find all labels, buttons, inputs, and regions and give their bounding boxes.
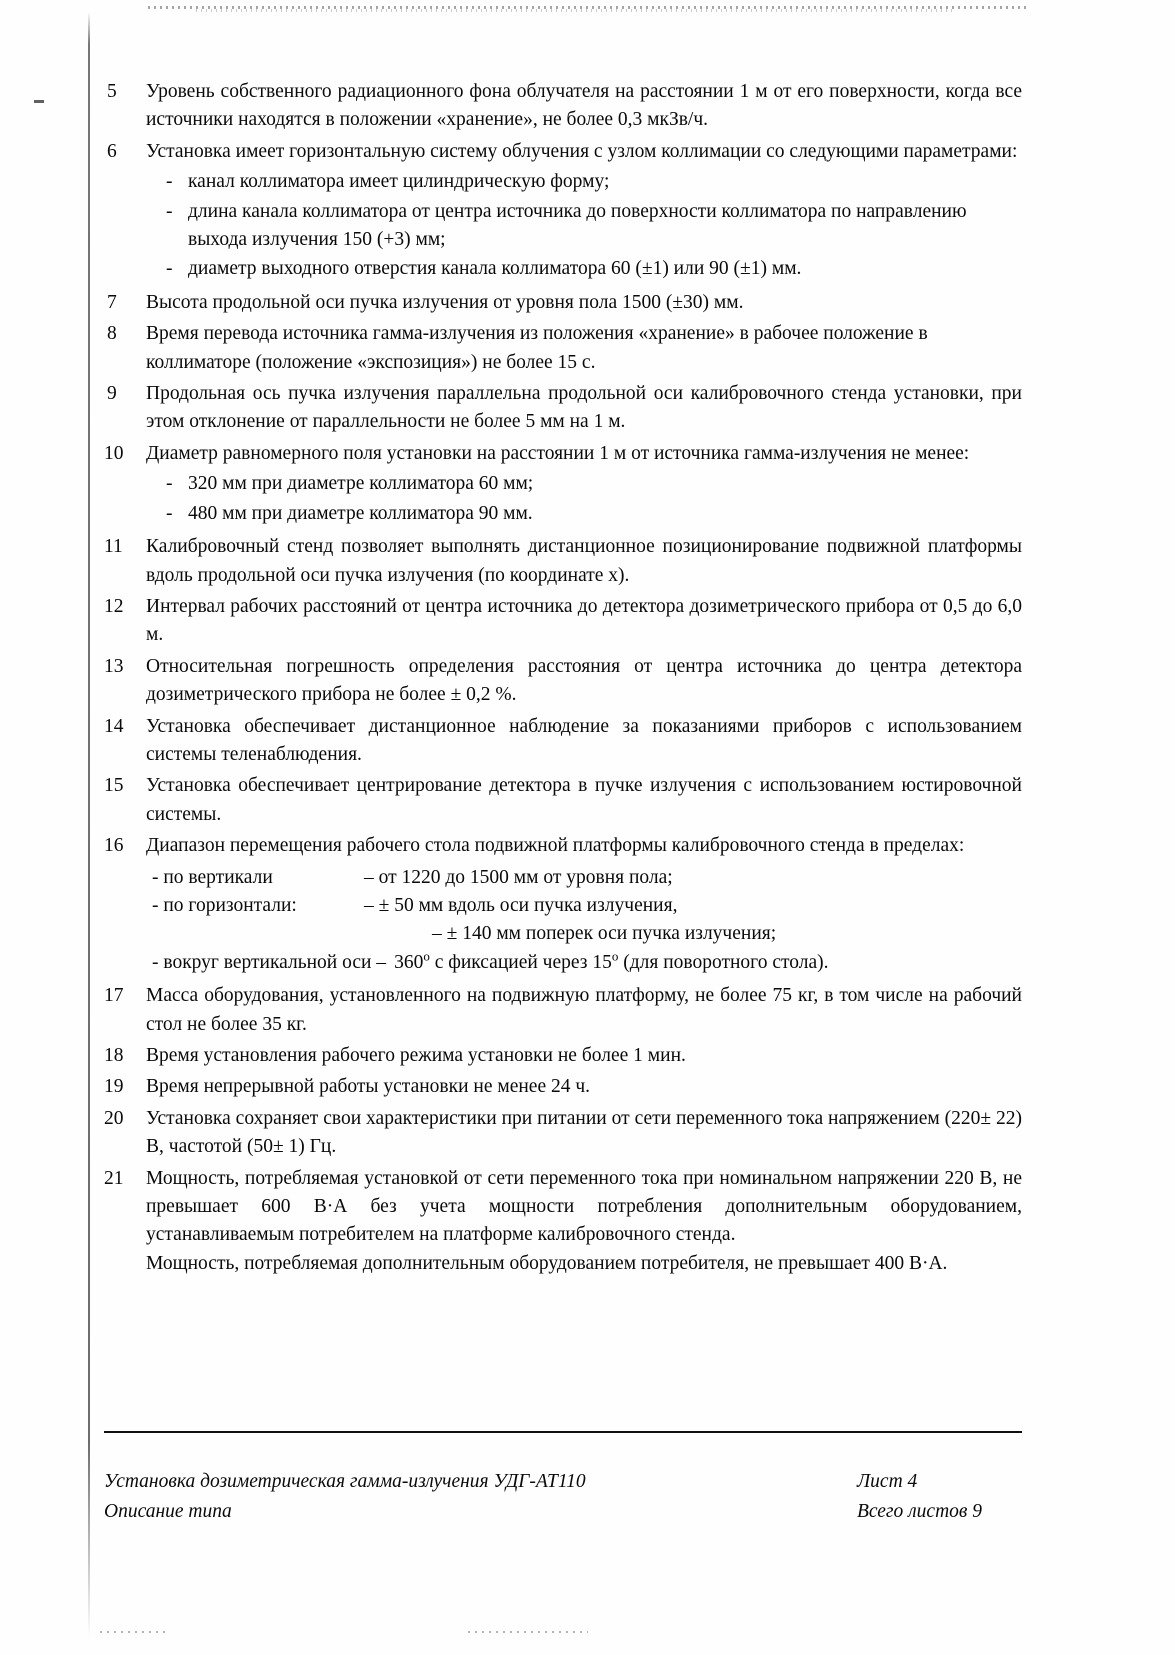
list-item [104,772,1022,829]
item-number: 13 [104,655,124,677]
item-text: Установка сохраняет свои характеристики при питании от сети переменного тока напряжением (220± 22) В, частотой (50± 1) Гц. [146,1107,1022,1158]
item-number: 5 [107,81,117,102]
sub-list [146,470,1022,528]
list-item [104,320,1022,377]
item-text: Масса оборудования, установленного на подвижную платформу, не более 75 кг, в том числе на рабочий стол не более 35 кг. [146,985,1022,1035]
footer-divider [104,1431,1022,1433]
table-cell-label: - вокруг вертикальной оси – [152,951,387,973]
table-row [152,949,1022,977]
list-item [104,1105,1022,1162]
sub-list-item [160,255,1022,283]
degree-symbol: о [611,948,619,964]
item-text: Время перевода источника гамма-излучения из положения «хранение» в рабочее положение в коллиматоре (положение «экспозиция») не более 15 с. [146,323,928,373]
sub-list-item [160,470,1022,498]
degree-symbol: о [423,948,430,964]
footer-total-sheets: Всего листов 9 [856,1501,982,1522]
item-number: 18 [104,1045,124,1066]
list-item [104,380,1022,437]
item-number: 19 [104,1076,124,1098]
rotation-step-text: с фиксацией через 15 [434,951,612,973]
table-row [152,920,1022,948]
item-text: Установка обеспечивает центрирование детектора в пучке излучения с использованием юстировочной системы. [146,775,1022,825]
table-row [152,892,1022,920]
footer-sheet-number: Лист 4 [856,1471,918,1492]
footer-title-line-1: Установка дозиметрическая гамма-излучения УДГ-АТ110 [104,1471,586,1492]
item-text: Время установления рабочего режима установки не более 1 мин. [146,1045,686,1066]
list-item [104,440,1022,530]
item-text: Диапазон перемещения рабочего стола подвижной платформы калибровочного стенда в пределах: [146,835,965,857]
item-text: Установка обеспечивает дистанционное наблюдение за показаниями приборов с использованием системы теленаблюдения. [146,715,1022,765]
item-number: 10 [104,442,124,464]
item-text: Мощность, потребляемая установкой от сети переменного тока при номинальном напряжении 220 В, не превышает 600 В·А без учета мощности потребления дополнительным оборудованием, устанавливаемым потребителем на платформе калибровочного стенда. [146,1167,1022,1246]
sub-list-item [160,500,1022,528]
list-item [104,1073,1022,1101]
item-number: 6 [107,140,117,162]
item-number: 9 [107,383,117,405]
footer-pagination [857,1467,1022,1527]
item-number: 11 [104,536,123,558]
sub-list-item-text: канал коллиматора имеет цилиндрическую форму; [188,171,610,193]
item-text: Уровень собственного радиационного фона облучателя на расстоянии 1 м от его поверхности, когда все источники находятся в положении «хранение», не более 0,3 мкЗв/ч. [146,81,1022,131]
scan-artifact-left-tick-mark [34,100,44,103]
item-number: 16 [104,835,124,857]
item-text: Время непрерывной работы установки не менее 24 ч. [146,1076,591,1098]
list-item [104,289,1022,317]
table-row [152,864,1022,892]
scan-artifact-bottom-dots-left [100,1631,168,1633]
item-text: Калибровочный стенд позволяет выполнять дистанционное позиционирование подвижной платформы вдоль продольной оси пучка излучения (по координате х). [146,536,1022,586]
list-item [104,1042,1022,1070]
table-cell-value [394,949,1022,977]
table-cell-label: - по горизонтали: [152,894,297,916]
bullet-dash-icon: - [166,258,173,280]
item-text: Диаметр равномерного поля установки на расстоянии 1 м от источника гамма-излучения не менее: [146,442,970,464]
list-item [104,713,1022,770]
item-number: 8 [107,323,117,345]
sub-list-item-text: диаметр выходного отверстия канала коллиматора 60 (±1) или 90 (±1) мм. [188,258,802,280]
item-extra-paragraph: Мощность, потребляемая дополнительным оборудованием потребителя, не превышает 400 В·А. [146,1252,948,1274]
item-text: Интервал рабочих расстояний от центра источника до детектора дозиметрического прибора от 0,5 до 6,0 м. [146,595,1022,646]
scan-artifact-top-dotted-line-secondary [196,9,956,12]
page-footer [104,1467,1022,1527]
bullet-dash-icon: - [166,502,173,524]
list-item [104,1165,1022,1279]
rotation-degrees-value: 360 [394,951,424,973]
bullet-dash-icon: - [166,171,173,193]
item-text: Высота продольной оси пучка излучения от уровня пола 1500 (±30) мм. [146,291,744,313]
footer-document-title [104,1467,586,1527]
table-cell-label: - по вертикали [152,866,273,888]
item-text: Установка имеет горизонтальную систему облучения с узлом коллимации со следующими параметрами: [146,140,1018,162]
footer-title-line-2: Описание типа [104,1501,232,1522]
bullet-dash-icon: - [166,473,173,495]
bullet-dash-icon: - [166,200,173,222]
list-item [104,593,1022,650]
list-item [104,533,1022,590]
sub-list [146,168,1022,284]
rotation-note-text: (для поворотного стола). [623,951,829,973]
sub-list-item [160,168,1022,196]
item-text: Относительная погрешность определения расстояния от центра источника до центра детектора дозиметрического прибора не более ± 0,2 %. [146,655,1022,706]
sub-list-item-text: 480 мм при диаметре коллиматора 90 мм. [188,502,533,524]
item-number: 14 [104,715,124,737]
item-number: 15 [104,775,124,797]
table-cell-value: – ± 50 мм вдоль оси пучка излучения, [364,894,678,916]
item-number: 21 [104,1167,124,1189]
measurement-range-table [146,864,1022,978]
item-number: 7 [107,291,117,313]
list-item [104,653,1022,710]
item-number: 17 [104,985,124,1007]
list-item [104,78,1022,135]
list-item [104,138,1022,286]
scan-artifact-left-margin-line [88,12,90,1637]
specification-list [104,78,1022,1281]
list-item [104,832,1022,979]
scan-artifact-bottom-dots-center [468,1631,588,1633]
table-cell-value: – ± 140 мм поперек оси пучка излучения; [432,923,777,945]
item-number: 12 [104,595,124,617]
sub-list-item-text: длина канала коллиматора от центра источника до поверхности коллиматора по направлению выхода излучения 150 (+3) мм; [188,200,967,251]
list-item [104,982,1022,1039]
table-cell-value: – от 1220 до 1500 мм от уровня пола; [364,866,673,888]
sub-list-item [160,198,1022,255]
item-text: Продольная ось пучка излучения параллельна продольной оси калибровочного стенда установки, при этом отклонение от параллельности не более 5 мм на 1 м. [146,383,1022,433]
item-number: 20 [104,1107,124,1129]
sub-list-item-text: 320 мм при диаметре коллиматора 60 мм; [188,473,534,495]
